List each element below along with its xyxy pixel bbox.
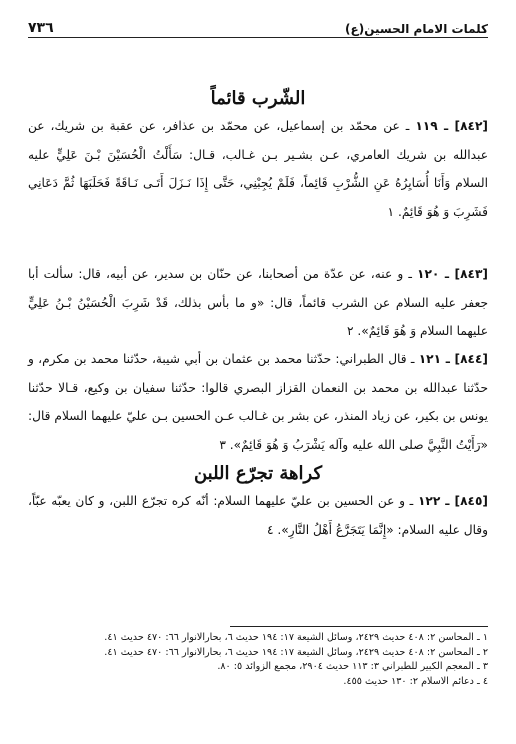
footnote: ٢ ـ المحاسن ٢: ٤٠٨ حديث ٢٤٢٩، وسائل الشيعة ١٧: ١٩٤ حديث ٦، بحارالانوار ٦٦: ٤٧٠ حديث ٤١.	[104, 646, 488, 658]
footnote: ٤ ـ دعائم الاسلام ٢: ١٣٠ حديث ٤٥٥.	[343, 675, 488, 687]
section-heading-milk-gulping: كراهة تجرّع اللبن	[193, 463, 323, 484]
hadith-paragraph	[28, 345, 488, 459]
footnotes	[28, 631, 488, 689]
book-title: كلمات الامام الحسين(ع)	[345, 22, 488, 36]
hadith-number: [٨٤٤] ـ ١٢١	[418, 352, 488, 366]
hadith-text: ـ قال الطبراني: حدّثنا محمد بن عثمان بن أبي شيبة، حدّثنا محمد بن مكرم، و حدّثنا عبدالله بن محمد بن النعمان القزاز البصري قالوا: حدّثنا سفيان بن وكيع، قـالا حدّثنا يونس بن بكير، عن زياد المنذر، عن بشر بن غـالب عـن الحسين بـن عليّ عليهما السلام قال: «رَأَيْتُ النَّبِيَّ صلى الله عليه وآله يَشْرَبُ وَ هُوَ قَائِمٌ». ٣	[28, 352, 488, 452]
hadith-text: ـ و عنه، عن عدّة من أصحابنا، عن حنّان بن سدير، عن أبيه، قال: سألت أبا جعفر عليه السلام عن الشرب قائماً، قال: «و ما بأس بذلك، قَدْ شَرِبَ الْحُسَيْنُ بْـنُ عَلِيٍّ عليهما السلام وَ هُوَ قَائِمٌ». ٢	[28, 267, 488, 338]
header-divider	[28, 37, 488, 38]
footnote: ٣ ـ المعجم الكبير للطبراني ٣: ١١٣ حديث ٢٩٠٤، مجمع الزوائد ٥: ٨٠.	[217, 661, 488, 673]
running-header	[28, 14, 488, 36]
page-number: ٧٣٦	[28, 20, 54, 36]
hadith-text: ـ عن محمّد بن إسماعيل، عن محمّد بن عذافر، عن عقبة بن شريك، عن عبدالله بن شريك العامري، عـن بشـير بـن غـالب، قـال: سَأَلْتُ الْحُسَيْنَ بْـنَ عَلِيٍّ عليه السلام وَأَنَا أُسَايِرُهُ عَنِ الشُّرْبِ قَائِماً، فَلَمْ يُجِبْنِي، حَتَّى إِذَا نَـزَلَ أَتَـى نَـاقَةً فَحَلَبَهَا ثُمَّ دَعَانِي فَشَرِبَ وَ هُوَ قَائِمٌ. ١	[28, 119, 488, 219]
hadith-paragraph	[28, 487, 488, 544]
footnote-divider	[230, 626, 488, 627]
footnote: ١ ـ المحاسن ٢: ٤٠٨ حديث ٢٤٢٩، وسائل الشيعة ١٧: ١٩٤ حديث ٦، بحارالانوار ٦٦: ٤٧٠ حديث ٤١.	[104, 632, 488, 643]
section-heading-drinking-standing: الشّرب قائماً	[210, 88, 306, 109]
hadith-paragraph	[28, 112, 488, 226]
hadith-text: ـ و عن الحسين بن عليّ عليهما السلام: أنّه كره تجرّع اللبن، و كان يعبّه عبّاً، وقال عليه السلام: «إِنَّمَا يَتَجَرَّعُ أَهْلُ النَّارِ». ٤	[28, 494, 488, 537]
hadith-number: [٨٤٣] ـ ١٢٠	[417, 267, 488, 281]
hadith-number: [٨٤٥] ـ ١٢٢	[417, 494, 488, 508]
hadith-paragraph	[28, 260, 488, 346]
hadith-number: [٨٤٢] ـ ١١٩	[415, 119, 488, 133]
